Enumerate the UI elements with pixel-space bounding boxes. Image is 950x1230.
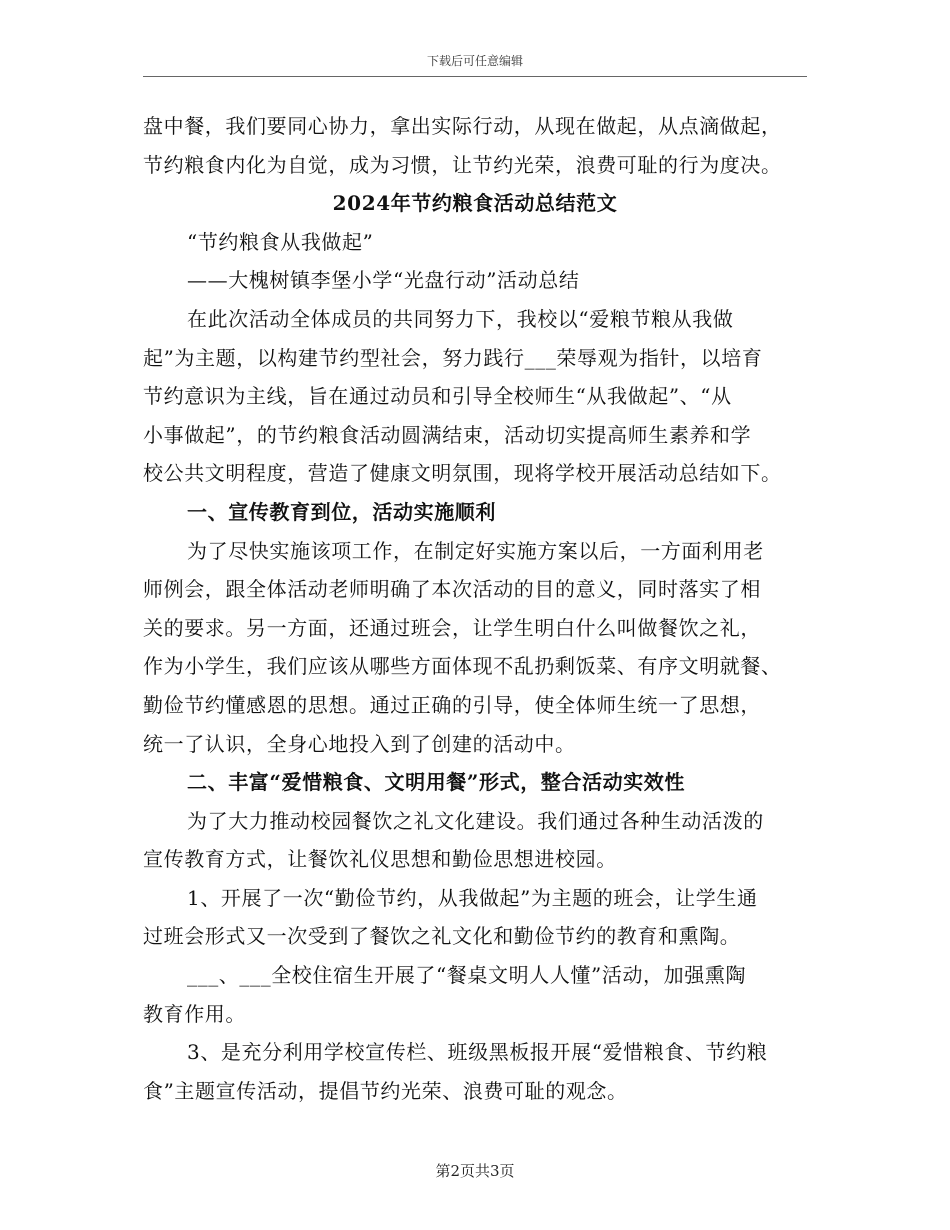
body-line: 教育作用。: [143, 1001, 246, 1026]
body-line: 统一了认识，全身心地投入到了创建的活动中。: [143, 731, 576, 756]
document-body: [143, 107, 807, 1110]
body-line: 在此次活动全体成员的共同努力下，我校以“爱粮节粮从我做: [187, 306, 734, 331]
body-line: 为了尽快实施该项工作，在制定好实施方案以后，一方面利用老: [187, 538, 764, 563]
header-divider: [143, 76, 807, 77]
body-line: 作为小学生，我们应该从哪些方面体现不乱扔剩饭菜、有序文明就餐、: [143, 654, 782, 679]
body-line: 1、开展了一次“勤俭节约，从我做起”为主题的班会，让学生通: [187, 885, 758, 910]
body-line: 关的要求。另一方面，还通过班会，让学生明白什么叫做餐饮之礼，: [143, 615, 761, 640]
body-line: 节约意识为主线，旨在通过动员和引导全校师生“从我做起”、“从: [143, 384, 732, 409]
subtitle-line: “节约粮食从我做起”: [187, 229, 374, 254]
section-heading: 一、宣传教育到位，活动实施顺利: [187, 499, 496, 524]
body-line: 为了大力推动校园餐饮之礼文化建设。我们通过各种生动活泼的: [187, 808, 764, 833]
body-line: 勤俭节约懂感恩的思想。通过正确的引导，使全体师生统一了思想，: [143, 692, 761, 717]
body-line: 盘中餐，我们要同心协力，拿出实际行动，从现在做起，从点滴做起，: [143, 114, 782, 138]
body-line: 食”主题宣传活动，提倡节约光荣、浪费可耻的观念。: [143, 1078, 628, 1103]
body-line: 师例会，跟全体活动老师明确了本次活动的目的意义，同时落实了相: [143, 577, 761, 602]
page-header: 下载后可任意编辑: [426, 54, 523, 68]
body-line: 3、是充分利用学校宣传栏、班级黑板报开展“爱惜粮食、节约粮: [187, 1040, 768, 1065]
subtitle-line: ——大槐树镇李堡小学“光盘行动”活动总结: [187, 268, 580, 293]
section-heading: 二、丰富“爱惜粮食、文明用餐”形式，整合活动实效性: [187, 770, 686, 795]
page-number: 第2页共3页: [435, 1162, 515, 1180]
body-line: 起”为主题，以构建节约型社会，努力践行___荣辱观为指针，以培育: [143, 345, 763, 370]
body-line: ___、___全校住宿生开展了“餐桌文明人人懂”活动，加强熏陶: [187, 963, 747, 988]
body-line: 校公共文明程度，营造了健康文明氛围，现将学校开展活动总结如下。: [143, 461, 782, 486]
document-title: 2024年节约粮食活动总结范文: [332, 191, 618, 216]
body-line: 宣传教育方式，让餐饮礼仪思想和勤俭思想进校园。: [143, 847, 617, 872]
body-line: 过班会形式又一次受到了餐饮之礼文化和勤俭节约的教育和熏陶。: [143, 924, 741, 949]
body-line: 节约粮食内化为自觉，成为习惯，让节约光荣，浪费可耻的行为度决。: [143, 152, 782, 177]
body-line: 小事做起”，的节约粮食活动圆满结束，活动切实提高师生素养和学: [143, 422, 752, 447]
